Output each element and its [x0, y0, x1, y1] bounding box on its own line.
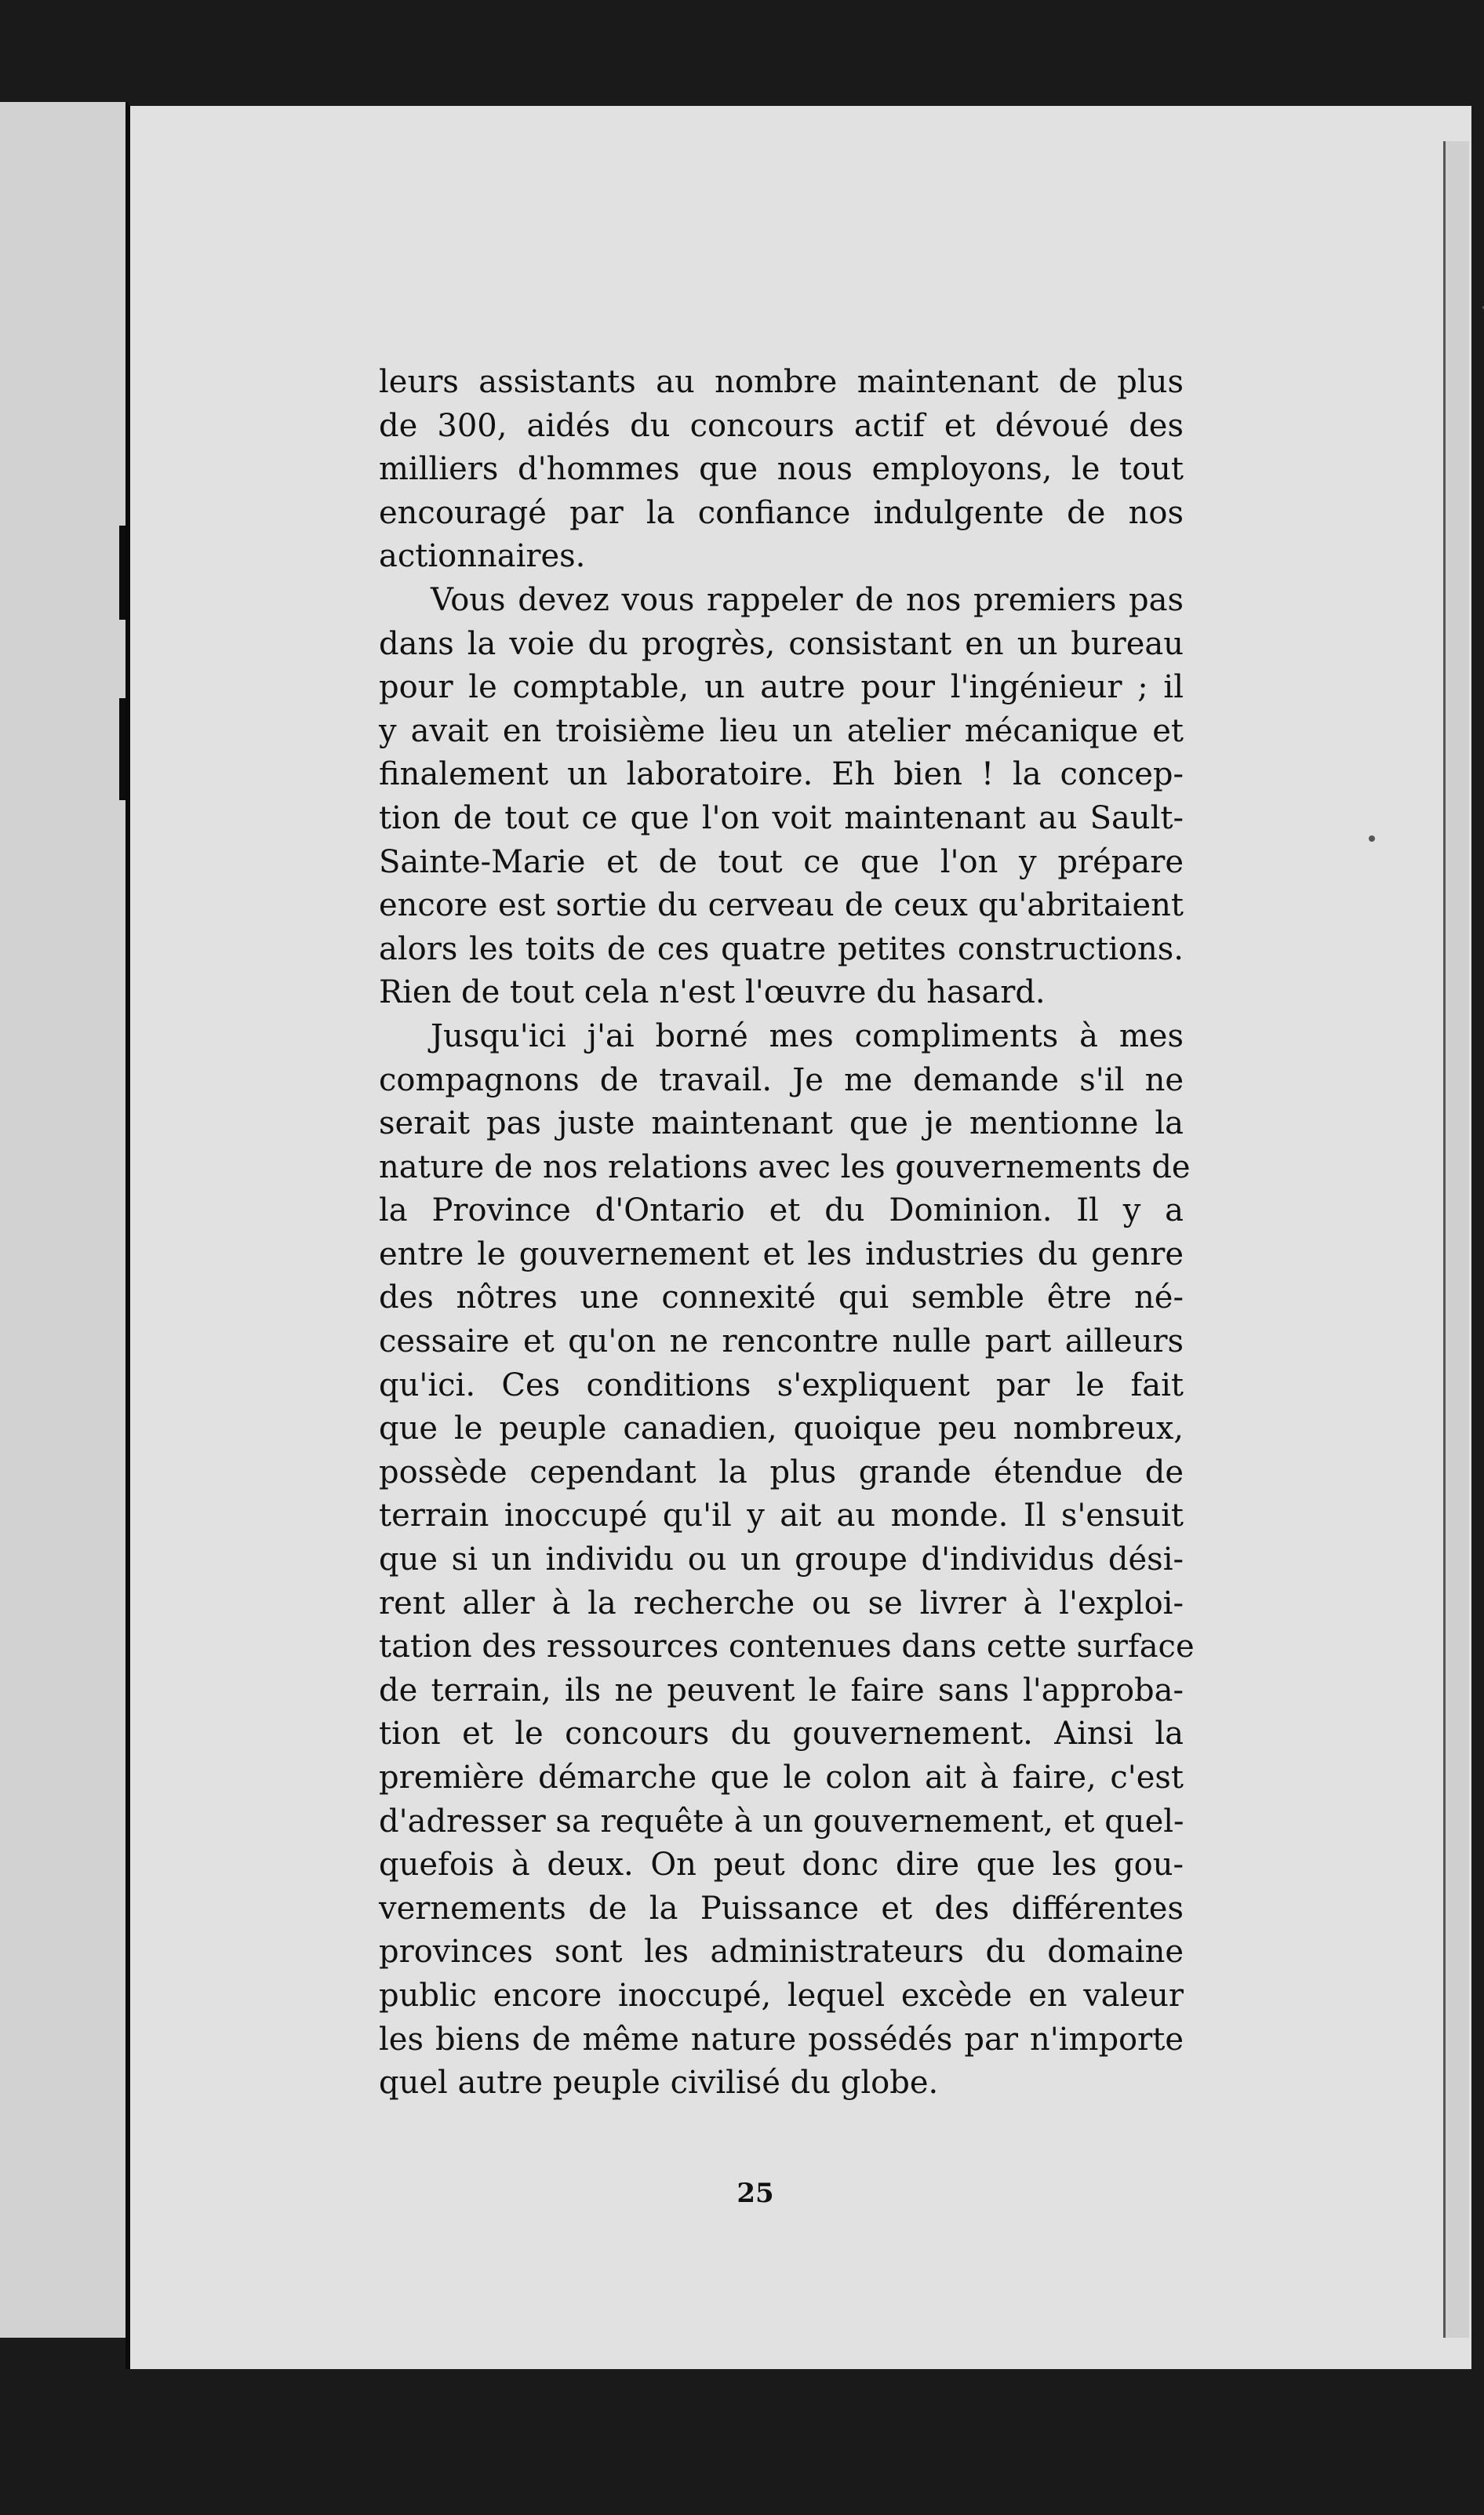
text-line: Jusqu'ici j'ai borné mes compliments à mes: [431, 1017, 1184, 1054]
text-line: les biens de même nature possédés par n'importe: [379, 2021, 1184, 2058]
text-line: actionnaires.: [379, 538, 586, 575]
text-line: pour le comptable, un autre pour l'ingénieur ; il: [379, 669, 1184, 706]
text-line: vernements de la Puissance et des différentes: [379, 1890, 1184, 1927]
text-line: tion et le concours du gouvernement. Ainsi la: [379, 1716, 1184, 1752]
page-number: 25: [737, 2178, 774, 2209]
text-line: que le peuple canadien, quoique peu nombreux,: [379, 1410, 1184, 1447]
text-line: de 300, aidés du concours actif et dévoué des: [379, 407, 1184, 444]
text-line: finalement un laboratoire. Eh bien ! la concep-: [379, 756, 1184, 793]
text-line: rent aller à la recherche ou se livrer à l'exploi-: [379, 1585, 1184, 1621]
page-text-block: [379, 361, 1195, 2106]
text-line: compagnons de travail. Je me demande s'il ne: [379, 1061, 1184, 1098]
left-page-sliver: [0, 102, 129, 2338]
text-line: milliers d'hommes que nous employons, le tout: [379, 451, 1184, 488]
text-line: quel autre peuple civilisé du globe.: [379, 2065, 939, 2102]
text-line: première démarche que le colon ait à faire, c'est: [379, 1760, 1184, 1796]
text-line: serait pas juste maintenant que je mentionne la: [379, 1105, 1184, 1142]
text-line: de terrain, ils ne peuvent le faire sans l'approba-: [379, 1672, 1184, 1709]
text-line: Sainte-Marie et de tout ce que l'on y prépare: [379, 843, 1184, 880]
page-edge: [1443, 141, 1469, 2338]
text-line: leurs assistants au nombre maintenant de plus: [379, 364, 1184, 400]
text-line: tion de tout ce que l'on voit maintenant au Sault-: [379, 799, 1184, 836]
text-line: Vous devez vous rappeler de nos premiers pas: [431, 581, 1184, 618]
text-line: y avait en troisième lieu un atelier mécanique et: [379, 712, 1184, 749]
text-line: entre le gouvernement et les industries du genre: [379, 1236, 1184, 1272]
scan-speck: [1369, 835, 1375, 842]
text-line: Rien de tout cela n'est l'œuvre du hasard.: [379, 974, 1046, 1011]
text-line: encore est sortie du cerveau de ceux qu'abritaient: [379, 887, 1184, 924]
text-line: quefois à deux. On peut donc dire que les gou-: [379, 1847, 1184, 1884]
text-line: alors les toits de ces quatre petites constructions.: [379, 930, 1184, 967]
text-line: tation des ressources contenues dans cette surface: [379, 1629, 1195, 1665]
text-line: la Province d'Ontario et du Dominion. Il y a: [379, 1192, 1184, 1229]
text-line: terrain inoccupé qu'il y ait au monde. Il s'ensuit: [379, 1498, 1184, 1534]
text-line: qu'ici. Ces conditions s'expliquent par le fait: [379, 1367, 1184, 1403]
text-line: public encore inoccupé, lequel excède en valeur: [379, 1977, 1184, 2014]
text-line: encouragé par la confiance indulgente de nos: [379, 494, 1184, 531]
text-line: nature de nos relations avec les gouvernements de: [379, 1148, 1191, 1185]
text-line: provinces sont les administrateurs du domaine: [379, 1934, 1184, 1971]
text-line: dans la voie du progrès, consistant en un bureau: [379, 625, 1184, 662]
text-line: cessaire et qu'on ne rencontre nulle part ailleurs: [379, 1323, 1184, 1360]
text-line: possède cependant la plus grande étendue de: [379, 1454, 1184, 1490]
text-line: d'adresser sa requête à un gouvernement, et quel-: [379, 1803, 1184, 1840]
text-line: des nôtres une connexité qui semble être né-: [379, 1279, 1184, 1316]
text-line: que si un individu ou un groupe d'individus dési-: [379, 1541, 1184, 1578]
